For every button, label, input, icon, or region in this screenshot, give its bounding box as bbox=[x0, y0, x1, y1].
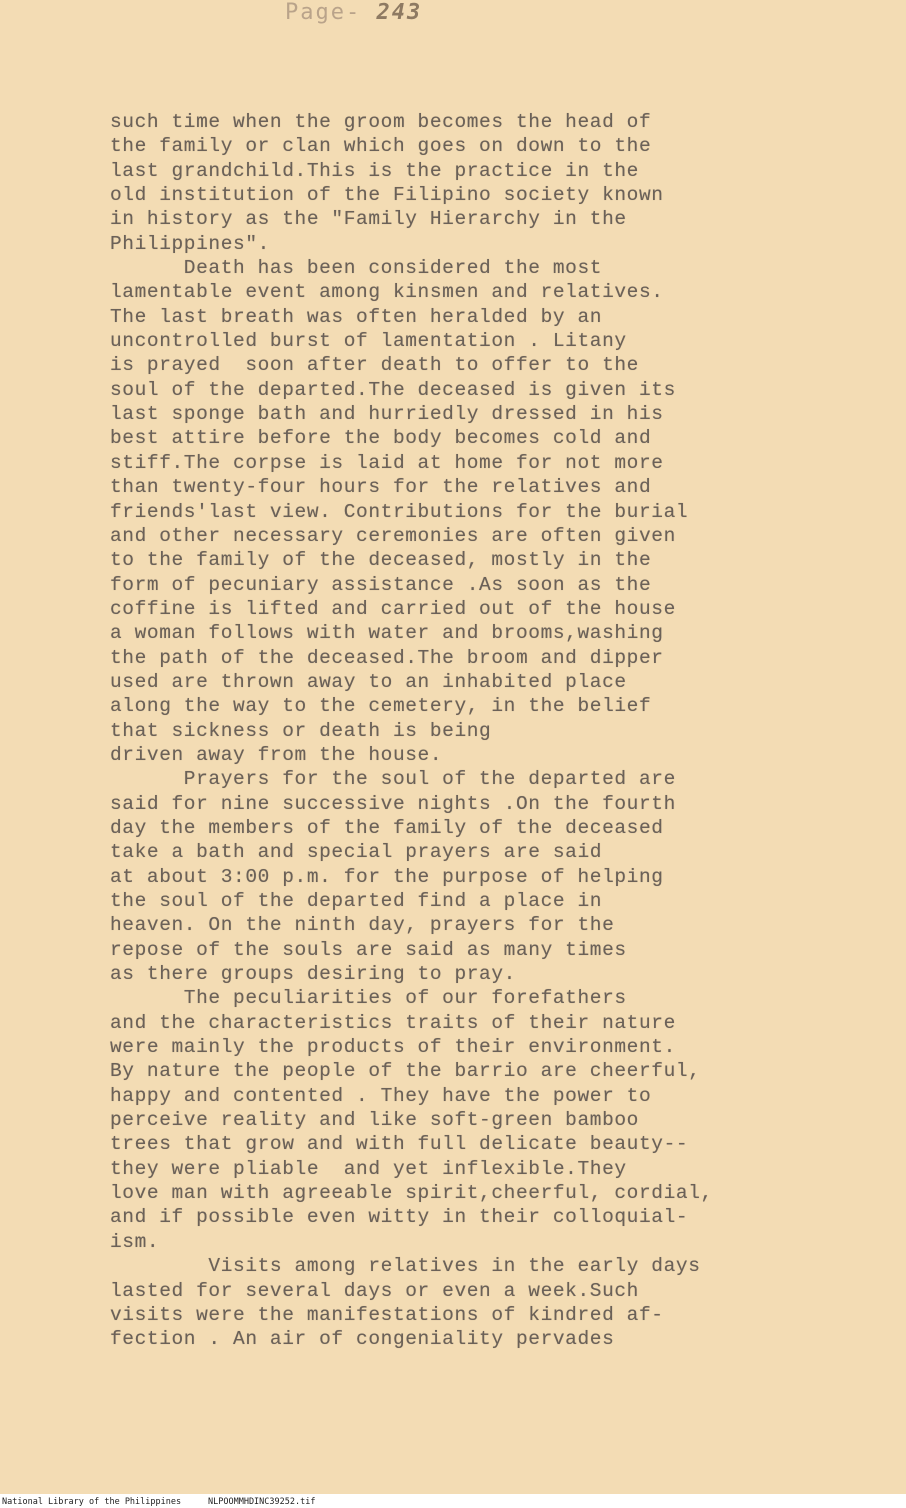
text-line: lasted for several days or even a week.Such bbox=[110, 1279, 639, 1302]
text-line: is prayed soon after death to offer to the bbox=[110, 354, 639, 377]
text-line: lamentable event among kinsmen and relatives. bbox=[110, 281, 664, 304]
text-line: last grandchild.This is the practice in the bbox=[110, 159, 639, 182]
text-line: that sickness or death is being bbox=[110, 719, 492, 742]
text-line: than twenty-four hours for the relatives and bbox=[110, 476, 652, 499]
page-label: Page- bbox=[285, 0, 377, 25]
text-line: Visits among relatives in the early days bbox=[110, 1255, 701, 1278]
text-line: such time when the groom becomes the head of bbox=[110, 111, 652, 133]
library-credit: National Library of the Philippines bbox=[2, 1497, 182, 1507]
text-line: the family or clan which goes on down to the bbox=[110, 135, 652, 158]
text-line: friends'last view. Contributions for the burial bbox=[110, 500, 689, 523]
text-line: soul of the departed.The deceased is given its bbox=[110, 378, 676, 401]
text-line: uncontrolled burst of lamentation . Litany bbox=[110, 330, 627, 353]
text-line: trees that grow and with full delicate beauty-- bbox=[110, 1133, 689, 1156]
text-line: perceive reality and like soft-green bamboo bbox=[110, 1109, 639, 1132]
text-line: at about 3:00 p.m. for the purpose of helping bbox=[110, 865, 664, 888]
page-number bbox=[285, 0, 422, 25]
text-line: day the members of the family of the deceased bbox=[110, 816, 664, 839]
text-line: a woman follows with water and brooms,washing bbox=[110, 622, 664, 645]
page-number-value: 243 bbox=[376, 0, 423, 25]
typewritten-body bbox=[110, 110, 870, 1352]
text-line: love man with agreeable spirit,cheerful, cordial, bbox=[110, 1182, 713, 1205]
text-line: the soul of the departed find a place in bbox=[110, 890, 603, 912]
text-line: in history as the "Family Hierarchy in the bbox=[110, 208, 627, 231]
text-line: Prayers for the soul of the departed are bbox=[110, 768, 676, 791]
text-line: Death has been considered the most bbox=[110, 257, 603, 280]
text-line: to the family of the deceased, mostly in the bbox=[110, 549, 652, 572]
text-line: fection . An air of congeniality pervades bbox=[110, 1328, 615, 1351]
text-line: and other necessary ceremonies are often given bbox=[110, 524, 676, 547]
text-line: said for nine successive nights .On the fourth bbox=[110, 792, 676, 815]
text-line: last sponge bath and hurriedly dressed in his bbox=[110, 403, 664, 426]
text-line: Philippines". bbox=[110, 232, 270, 255]
text-line: ism. bbox=[110, 1230, 160, 1253]
text-line: they were pliable and yet inflexible.They bbox=[110, 1157, 627, 1180]
text-line: best attire before the body becomes cold and bbox=[110, 427, 652, 450]
scan-footer bbox=[0, 1496, 906, 1508]
text-line: along the way to the cemetery, in the belief bbox=[110, 695, 652, 718]
file-id: NLPOOMMHDINC39252.tif bbox=[208, 1497, 316, 1507]
text-line: heaven. On the ninth day, prayers for the bbox=[110, 914, 615, 937]
text-line: used are thrown away to an inhabited place bbox=[110, 670, 627, 693]
text-line: The last breath was often heralded by an bbox=[110, 305, 603, 328]
text-line: The peculiarities of our forefathers bbox=[110, 987, 627, 1010]
text-line: and the characteristics traits of their nature bbox=[110, 1011, 676, 1034]
text-line: the path of the deceased.The broom and dipper bbox=[110, 646, 664, 669]
text-line: were mainly the products of their environment. bbox=[110, 1036, 676, 1059]
text-line: happy and contented . They have the power to bbox=[110, 1084, 652, 1107]
text-line: old institution of the Filipino society known bbox=[110, 184, 664, 207]
text-line: and if possible even witty in their colloquial- bbox=[110, 1206, 689, 1229]
text-line: stiff.The corpse is laid at home for not more bbox=[110, 451, 664, 474]
text-line: form of pecuniary assistance .As soon as the bbox=[110, 573, 652, 596]
text-line: By nature the people of the barrio are cheerful, bbox=[110, 1060, 701, 1083]
text-line: visits were the manifestations of kindred af- bbox=[110, 1303, 664, 1326]
text-line: driven away from the house. bbox=[110, 743, 443, 766]
text-line: as there groups desiring to pray. bbox=[110, 963, 516, 986]
text-line: repose of the souls are said as many times bbox=[110, 938, 627, 961]
text-line: take a bath and special prayers are said bbox=[110, 841, 603, 864]
text-line: coffine is lifted and carried out of the house bbox=[110, 597, 676, 620]
